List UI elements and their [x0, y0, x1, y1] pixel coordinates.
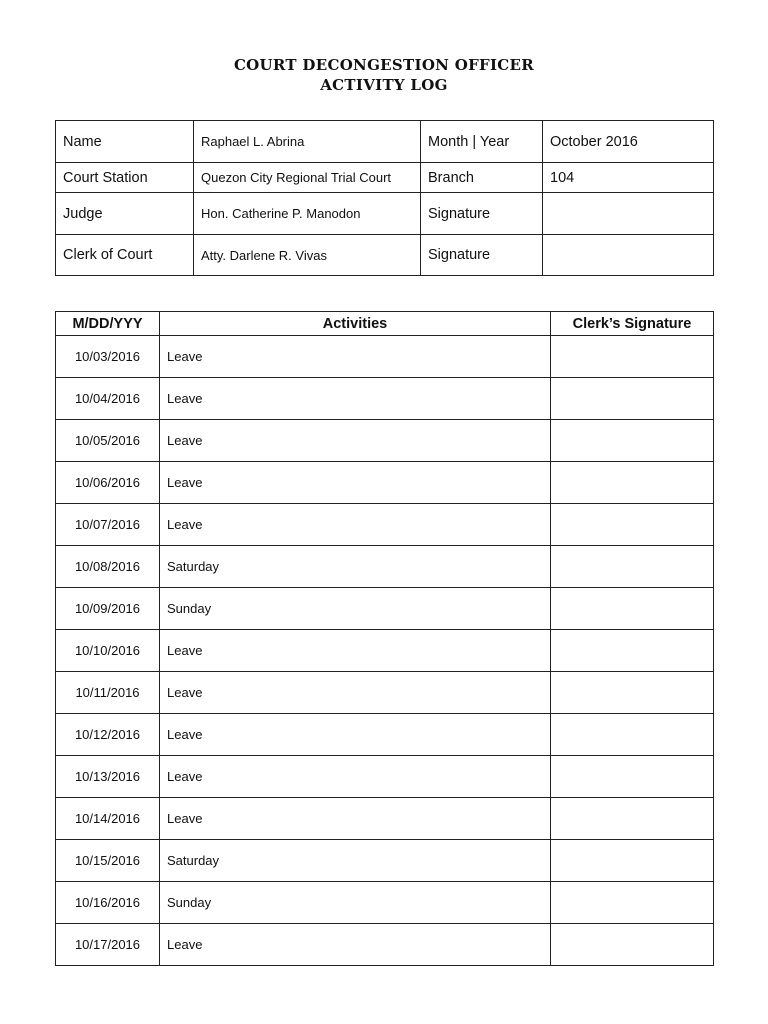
date-column-header: M/DD/YYY: [56, 312, 160, 336]
court-station-label: Court Station: [56, 163, 194, 193]
table-row: [56, 504, 714, 546]
clerk-value: Atty. Darlene R. Vivas: [194, 235, 421, 276]
table-row: [56, 924, 714, 966]
table-row: [56, 336, 714, 378]
date-cell: 10/17/2016: [56, 924, 160, 966]
activity-cell: Leave: [160, 630, 551, 672]
judge-signature-field[interactable]: [543, 193, 714, 235]
activity-cell: Leave: [160, 756, 551, 798]
signature-column-header: Clerk’s Signature: [551, 312, 714, 336]
document-subtitle: ACTIVITY LOG: [320, 76, 448, 94]
table-row: [56, 840, 714, 882]
activity-cell: Leave: [160, 336, 551, 378]
activity-cell: Leave: [160, 672, 551, 714]
date-cell: 10/12/2016: [56, 714, 160, 756]
date-cell: 10/14/2016: [56, 798, 160, 840]
log-header-row: [56, 312, 714, 336]
table-row: [56, 630, 714, 672]
date-cell: 10/09/2016: [56, 588, 160, 630]
clerk-signature-cell[interactable]: [551, 714, 714, 756]
table-row: [56, 420, 714, 462]
table-row: [56, 798, 714, 840]
clerk-signature-cell[interactable]: [551, 588, 714, 630]
table-row: [56, 546, 714, 588]
date-cell: 10/13/2016: [56, 756, 160, 798]
activity-cell: Leave: [160, 420, 551, 462]
document-title: COURT DECONGESTION OFFICER: [233, 56, 535, 74]
court-station-value: Quezon City Regional Trial Court: [194, 163, 421, 193]
clerk-signature-cell[interactable]: [551, 420, 714, 462]
activity-log-table: [55, 311, 714, 966]
activities-column-header: Activities: [160, 312, 551, 336]
name-value: Raphael L. Abrina: [194, 121, 421, 163]
activity-cell: Sunday: [160, 882, 551, 924]
activity-cell: Sunday: [160, 588, 551, 630]
table-row: [56, 714, 714, 756]
month-year-label: Month | Year: [421, 121, 543, 163]
judge-signature-label: Signature: [421, 193, 543, 235]
date-cell: 10/11/2016: [56, 672, 160, 714]
activity-cell: Saturday: [160, 840, 551, 882]
date-cell: 10/15/2016: [56, 840, 160, 882]
clerk-signature-cell[interactable]: [551, 798, 714, 840]
date-cell: 10/07/2016: [56, 504, 160, 546]
table-row: [56, 462, 714, 504]
table-row: [56, 378, 714, 420]
activity-cell: Leave: [160, 504, 551, 546]
activity-cell: Saturday: [160, 546, 551, 588]
clerk-signature-cell[interactable]: [551, 504, 714, 546]
activity-cell: Leave: [160, 378, 551, 420]
clerk-signature-cell[interactable]: [551, 462, 714, 504]
clerk-signature-cell[interactable]: [551, 756, 714, 798]
table-row: [56, 588, 714, 630]
officer-info-table: [55, 120, 714, 276]
clerk-signature-cell[interactable]: [551, 840, 714, 882]
activity-cell: Leave: [160, 714, 551, 756]
date-cell: 10/10/2016: [56, 630, 160, 672]
date-cell: 10/04/2016: [56, 378, 160, 420]
clerk-signature-cell[interactable]: [551, 378, 714, 420]
date-cell: 10/03/2016: [56, 336, 160, 378]
clerk-signature-cell[interactable]: [551, 630, 714, 672]
date-cell: 10/08/2016: [56, 546, 160, 588]
month-year-value: October 2016: [543, 121, 714, 163]
branch-value: 104: [543, 163, 714, 193]
clerk-signature-cell[interactable]: [551, 336, 714, 378]
table-row: [56, 756, 714, 798]
branch-label: Branch: [421, 163, 543, 193]
table-row: [56, 672, 714, 714]
name-label: Name: [56, 121, 194, 163]
activity-cell: Leave: [160, 462, 551, 504]
clerk-signature-label: Signature: [421, 235, 543, 276]
clerk-label: Clerk of Court: [56, 235, 194, 276]
clerk-signature-cell[interactable]: [551, 672, 714, 714]
judge-label: Judge: [56, 193, 194, 235]
table-row: [56, 882, 714, 924]
clerk-signature-field[interactable]: [543, 235, 714, 276]
judge-value: Hon. Catherine P. Manodon: [194, 193, 421, 235]
date-cell: 10/06/2016: [56, 462, 160, 504]
activity-cell: Leave: [160, 798, 551, 840]
clerk-signature-cell[interactable]: [551, 546, 714, 588]
activity-cell: Leave: [160, 924, 551, 966]
date-cell: 10/16/2016: [56, 882, 160, 924]
clerk-signature-cell[interactable]: [551, 924, 714, 966]
date-cell: 10/05/2016: [56, 420, 160, 462]
clerk-signature-cell[interactable]: [551, 882, 714, 924]
